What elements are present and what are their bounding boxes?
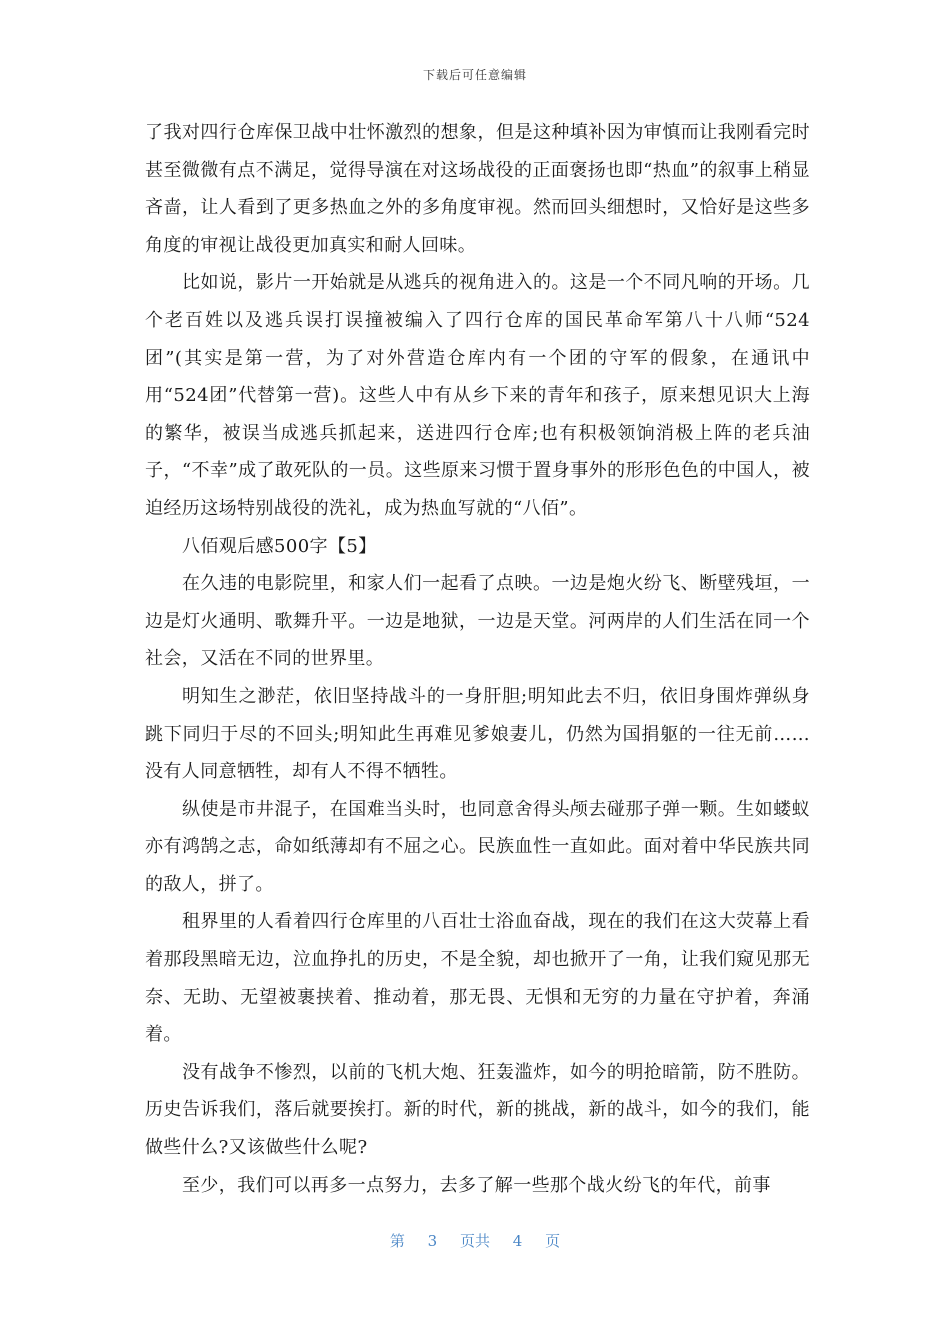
- page-header: 下载后可任意编辑: [422, 68, 527, 82]
- paragraph-8: 至少，我们可以再多一点努力，去多了解一些那个战火纷飞的年代，前事: [182, 1174, 771, 1196]
- page-footer: [0, 1230, 950, 1251]
- section-heading: 八佰观后感500字【5】: [182, 535, 377, 557]
- paragraph-3: 在久违的电影院里，和家人们一起看了点映。一边是炮火纷飞、断壁残垣，一边是灯火通明、歌舞升平。一边是地狱，一边是天堂。河两岸的人们生活在同一个社会，又活在不同的世界里。: [145, 573, 810, 670]
- page-label-middle: 页共: [459, 1232, 490, 1250]
- paragraph-5: 纵使是市井混子，在国难当头时，也同意舍得头颅去碰那子弹一颗。生如蝼蚁亦有鸿鹄之志，命如纸薄却有不屈之心。民族血性一直如此。面对着中华民族共同的敌人，拼了。: [145, 798, 810, 895]
- page-label-prefix: 第: [389, 1232, 405, 1250]
- paragraph-2: 比如说，影片一开始就是从逃兵的视角进入的。这是一个不同凡响的开场。几个老百姓以及逃兵误打误撞被编入了四行仓库的国民革命军第八十八师“524团”(其实是第一营，为了对外营造仓库内有一个团的守军的假象，在通讯中用“524团”代替第一营)。这些人中有从乡下来的青年和孩子，原来想见识大上海的繁华，被误当成逃兵抓起来，送进四行仓库;也有积极领饷消极上阵的老兵油子，“不幸”成了敢死队的一员。这些原来习惯于置身事外的形形色色的中国人，被迫经历这场特别战役的洗礼，成为热血写就的“八佰”。: [145, 272, 810, 519]
- paragraph-7: 没有战争不惨烈，以前的飞机大炮、狂轰滥炸，如今的明抢暗箭，防不胜防。历史告诉我们，落后就要挨打。新的时代，新的挑战，新的战斗，如今的我们，能做些什么?又该做些什么呢?: [145, 1061, 810, 1159]
- paragraph-4: 明知生之渺茫，依旧坚持战斗的一身肝胆;明知此去不归，依旧身围炸弹纵身跳下同归于尽的不回头;明知此生再难见爹娘妻儿，仍然为国捐躯的一往无前……没有人同意牺牲，却有人不得不牺牲。: [145, 685, 810, 783]
- total-page-number: 4: [512, 1232, 523, 1250]
- document-body: [145, 114, 810, 1204]
- page-label-suffix: 页: [545, 1232, 561, 1250]
- paragraph-6: 租界里的人看着四行仓库里的八百壮士浴血奋战，现在的我们在这大荧幕上看着那段黑暗无边，泣血挣扎的历史，不是全貌，却也掀开了一角，让我们窥见那无奈、无助、无望被裹挟着、推动着，那无畏、无惧和无穷的力量在守护着，奔涌着。: [145, 911, 810, 1046]
- paragraph-1: 了我对四行仓库保卫战中壮怀激烈的想象，但是这种填补因为审慎而让我刚看完时甚至微微有点不满足，觉得导演在对这场战役的正面褒扬也即“热血”的叙事上稍显吝啬，让人看到了更多热血之外的多角度审视。然而回头细想时，又恰好是这些多角度的审视让战役更加真实和耐人回味。: [145, 122, 810, 256]
- current-page-number: 3: [427, 1232, 438, 1250]
